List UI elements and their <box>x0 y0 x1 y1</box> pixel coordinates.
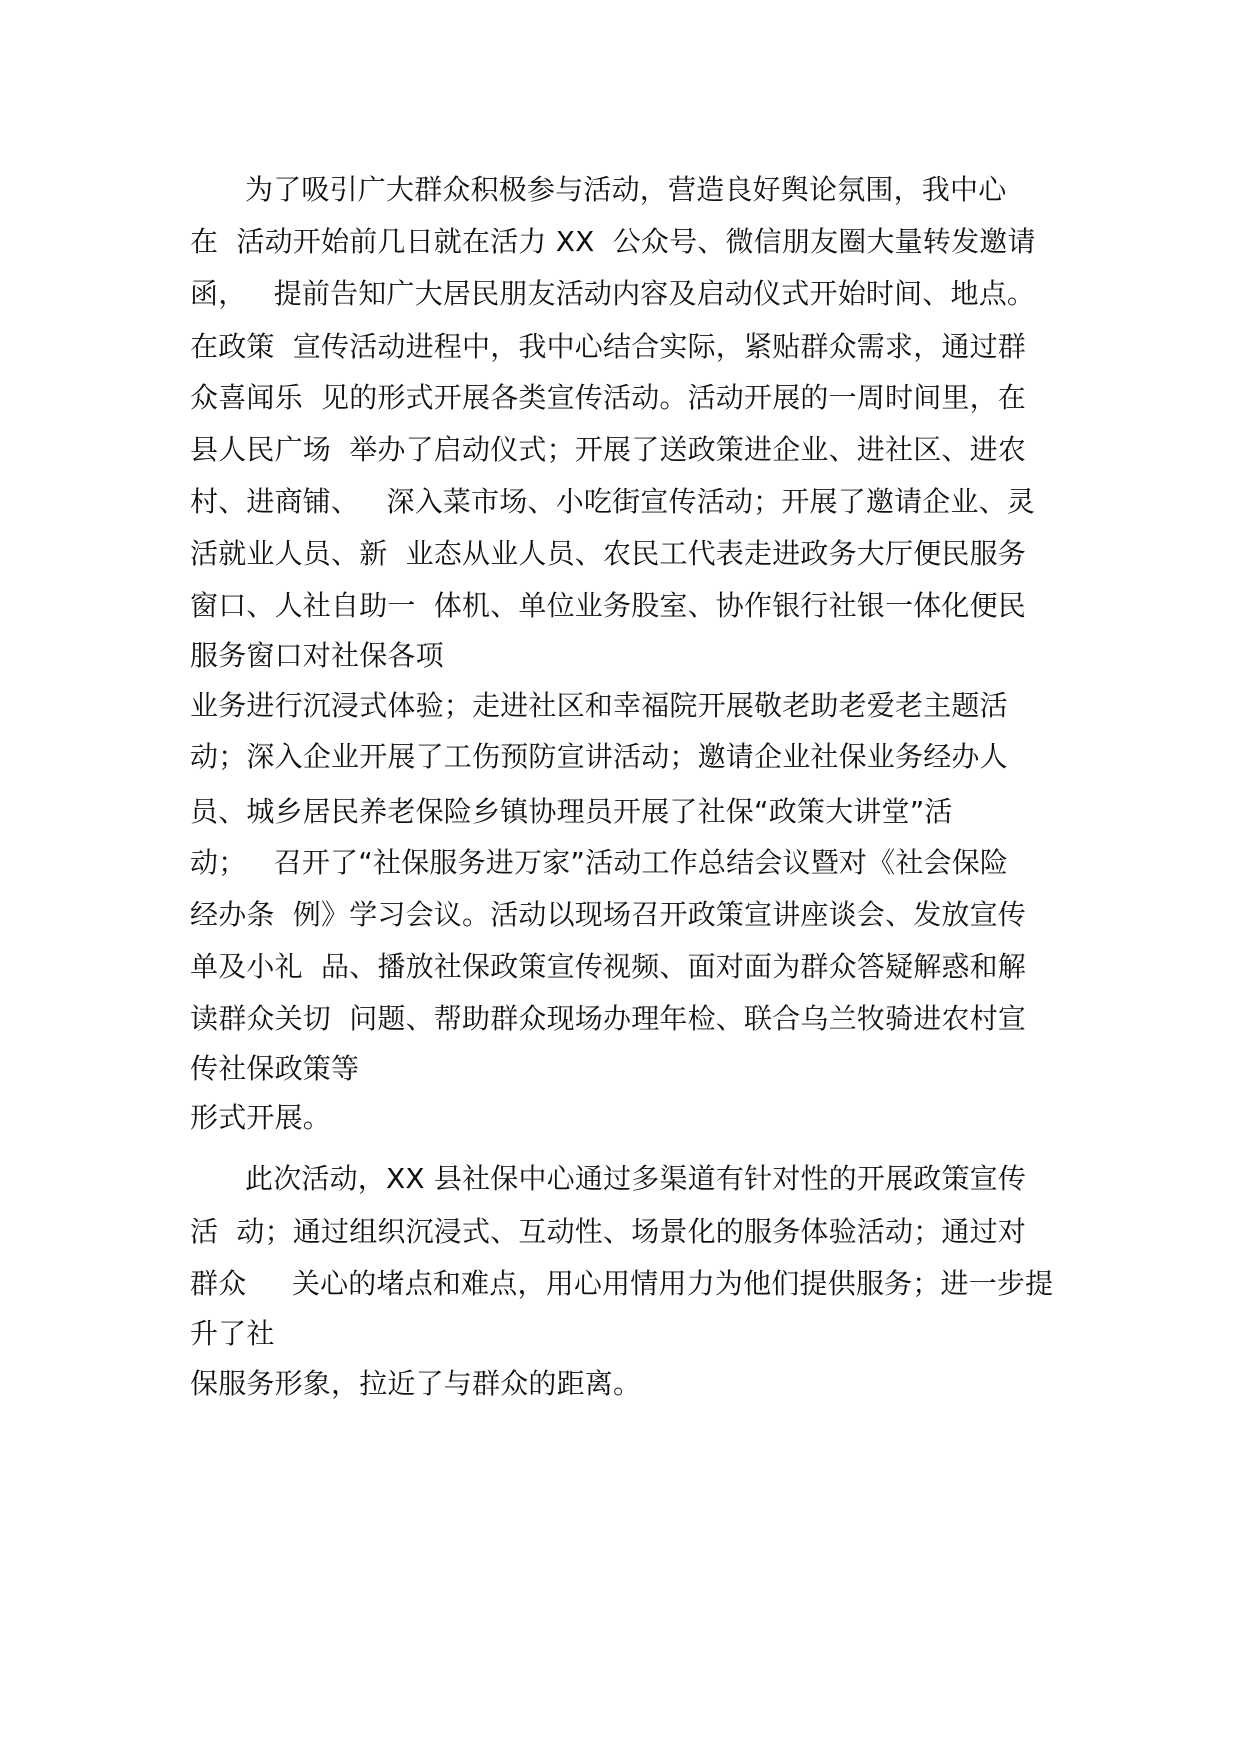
paragraph-1-line: 函， 提前告知广大居民朋友活动内容及启动仪式开始时间、地点。 <box>190 277 1036 310</box>
paragraph-1-line: 在政策 宣传活动进程中，我中心结合实际，紧贴群众需求，通过群 <box>190 330 1027 363</box>
paragraph-2-line: 升了社 <box>190 1317 275 1350</box>
paragraph-1-line: 服务窗口对社保各项 <box>190 639 444 672</box>
paragraph-1-line: 单及小礼 品、播放社保政策宣传视频、面对面为群众答疑解惑和解 <box>190 950 1027 983</box>
paragraph-1-line: 县人民广场 举办了启动仪式；开展了送政策进企业、进社区、进农 <box>190 433 1027 466</box>
paragraph-1-line: 窗口、人社自助一 体机、单位业务股室、协作银行社银一体化便民 <box>190 589 1027 622</box>
paragraph-1-line: 在 活动开始前几日就在活力 XX 公众号、微信朋友圈大量转发邀请 <box>190 225 1036 258</box>
paragraph-1-line: 村、进商铺、 深入菜市场、小吃街宣传活动；开展了邀请企业、灵 <box>190 485 1036 518</box>
paragraph-1-line: 业务进行沉浸式体验；走进社区和幸福院开展敬老助老爱老主题活 <box>190 689 1008 722</box>
paragraph-1-line: 传社保政策等 <box>190 1052 360 1085</box>
paragraph-1-line: 形式开展。 <box>190 1101 332 1134</box>
paragraph-2-line: 保服务形象，拉近了与群众的距离。 <box>190 1367 642 1400</box>
paragraph-1-line: 动；深入企业开展了工伤预防宣讲活动；邀请企业社保业务经办人 <box>190 740 1008 773</box>
paragraph-1-line: 众喜闻乐 见的形式开展各类宣传活动。活动开展的一周时间里，在 <box>190 381 1027 414</box>
paragraph-1-line: 活就业人员、新 业态从业人员、农民工代表走进政务大厅便民服务 <box>190 537 1027 570</box>
paragraph-1-line: 经办条 例》学习会议。活动以现场召开政策宣讲座谈会、发放宣传 <box>190 898 1027 931</box>
paragraph-1-line: 员、城乡居民养老保险乡镇协理员开展了社保“政策大讲堂”活 <box>190 795 953 828</box>
paragraph-2-line: 活 动；通过组织沉浸式、互动性、场景化的服务体验活动；通过对 <box>190 1215 1027 1248</box>
paragraph-1-line: 动； 召开了“社保服务进万家”活动工作总结会议暨对《社会保险 <box>190 846 1009 879</box>
paragraph-1-line: 为了吸引广大群众积极参与活动，营造良好舆论氛围，我中心 <box>245 173 1007 206</box>
paragraph-2-line: 此次活动，XX 县社保中心通过多渠道有针对性的开展政策宣传 <box>245 1162 1027 1195</box>
paragraph-2-line: 群众 关心的堵点和难点，用心用情用力为他们提供服务；进一步提 <box>190 1267 1054 1300</box>
paragraph-1-line: 读群众关切 问题、帮助群众现场办理年检、联合乌兰牧骑进农村宣 <box>190 1002 1027 1035</box>
